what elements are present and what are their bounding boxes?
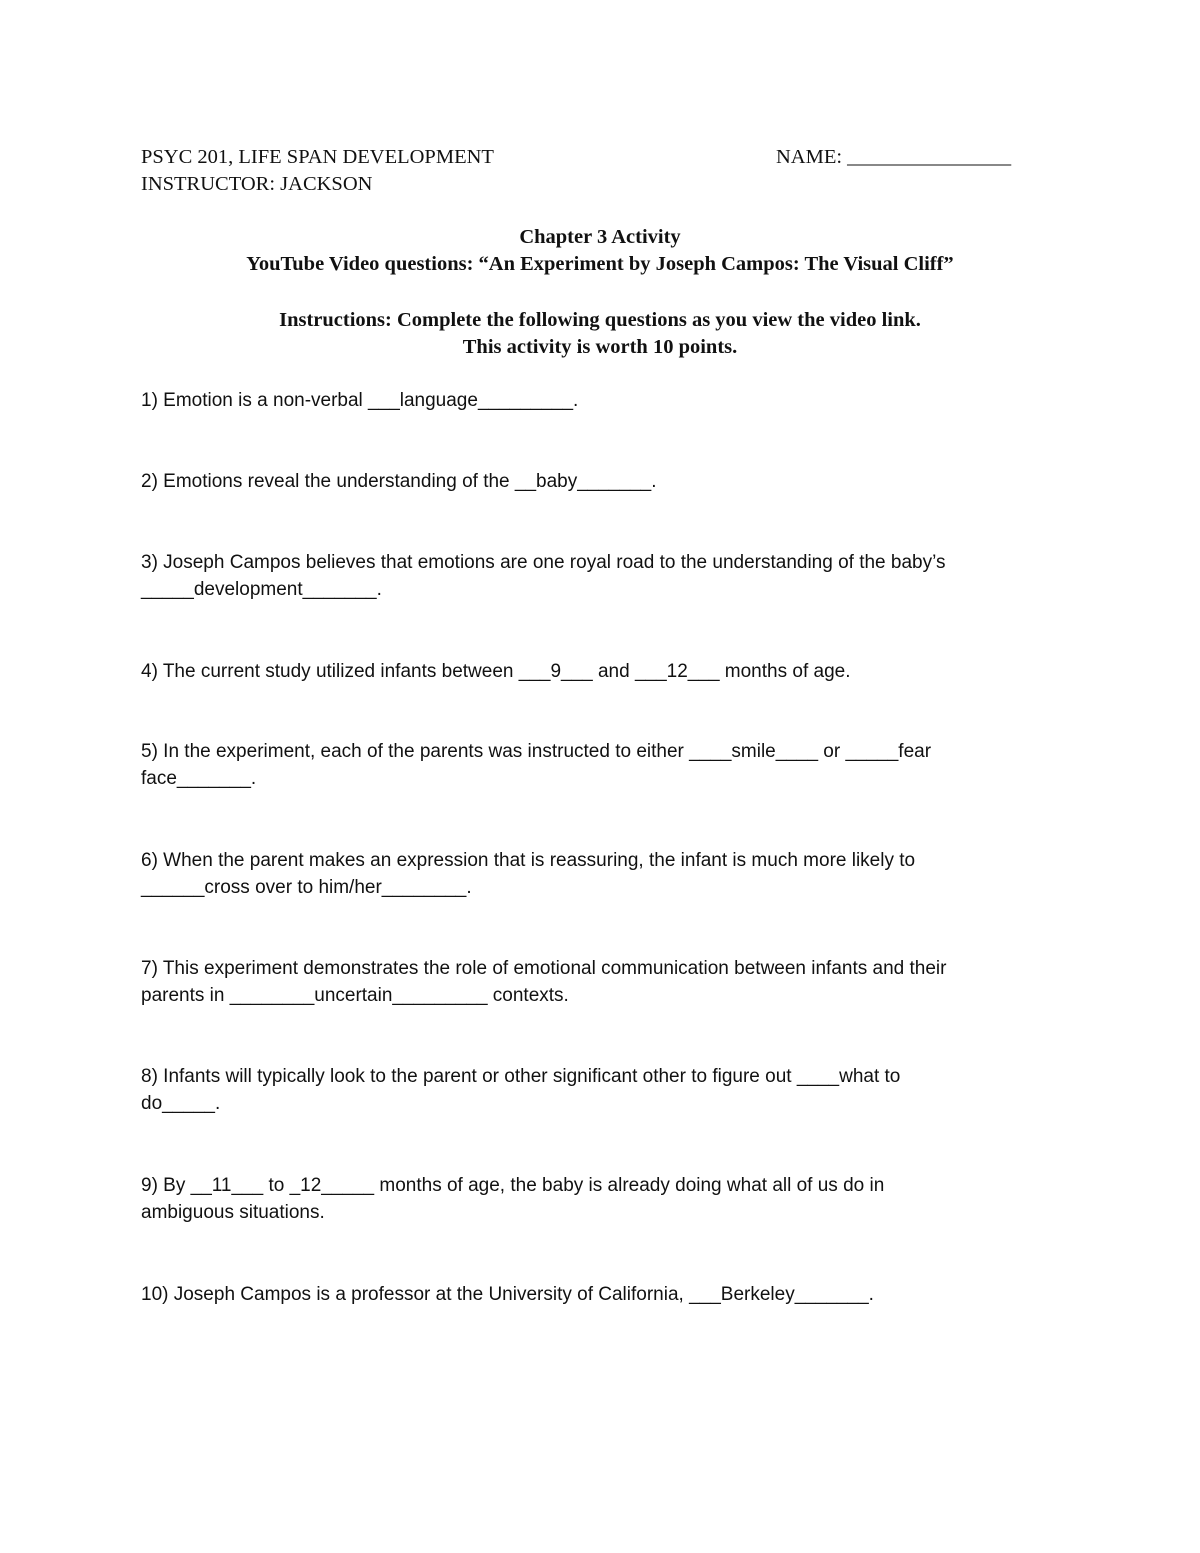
video-subtitle: YouTube Video questions: “An Experiment by Joseph Campos: The Visual Cliff”	[246, 253, 954, 275]
chapter-title: Chapter 3 Activity	[519, 226, 681, 248]
question-5-line-2: face_______.	[141, 768, 257, 789]
question-9-line-2: ambiguous situations.	[141, 1202, 325, 1223]
question-5	[141, 738, 1061, 792]
question-6-line-2: ______cross over to him/her________.	[141, 877, 472, 898]
question-4-line-1: 4) The current study utilized infants between ___9___ and ___12___ months of age.	[141, 661, 851, 682]
question-3-line-1: 3) Joseph Campos believes that emotions are one royal road to the understanding of the baby’s	[141, 552, 946, 573]
instructor-name: INSTRUCTOR: JACKSON	[141, 173, 373, 195]
instructions-line-2: This activity is worth 10 points.	[462, 336, 738, 358]
question-7-line-2: parents in ________uncertain_________ contexts.	[141, 985, 569, 1006]
question-1-line-1: 1) Emotion is a non-verbal ___language_________.	[141, 390, 579, 411]
question-9	[141, 1172, 1061, 1226]
question-2	[141, 468, 1061, 495]
question-8-line-1: 8) Infants will typically look to the parent or other significant other to figure out ____what to	[141, 1066, 901, 1087]
question-3	[141, 549, 1061, 603]
course-title: PSYC 201, LIFE SPAN DEVELOPMENT	[141, 146, 494, 168]
student-name-field: NAME: ________________	[776, 146, 1012, 168]
instructions-line-1: Instructions: Complete the following questions as you view the video link.	[279, 309, 921, 331]
question-8	[141, 1063, 1061, 1117]
question-10-line-1: 10) Joseph Campos is a professor at the University of California, ___Berkeley_______.	[141, 1284, 874, 1305]
question-7	[141, 955, 1061, 1009]
question-6	[141, 847, 1061, 901]
question-9-line-1: 9) By __11___ to _12_____ months of age, the baby is already doing what all of us do in	[141, 1175, 885, 1196]
question-6-line-1: 6) When the parent makes an expression that is reassuring, the infant is much more likely to	[141, 850, 916, 871]
title-block	[0, 224, 1200, 278]
question-7-line-1: 7) This experiment demonstrates the role of emotional communication between infants and their	[141, 958, 947, 979]
course-header	[141, 144, 494, 198]
instructions-block	[0, 307, 1200, 361]
question-8-line-2: do_____.	[141, 1093, 221, 1114]
question-1	[141, 387, 1061, 414]
question-4	[141, 658, 1061, 685]
question-10	[141, 1281, 1061, 1308]
question-2-line-1: 2) Emotions reveal the understanding of the __baby_______.	[141, 471, 657, 492]
question-5-line-1: 5) In the experiment, each of the parents was instructed to either ____smile____ or _____fear	[141, 741, 932, 762]
question-3-line-2: _____development_______.	[141, 579, 382, 600]
